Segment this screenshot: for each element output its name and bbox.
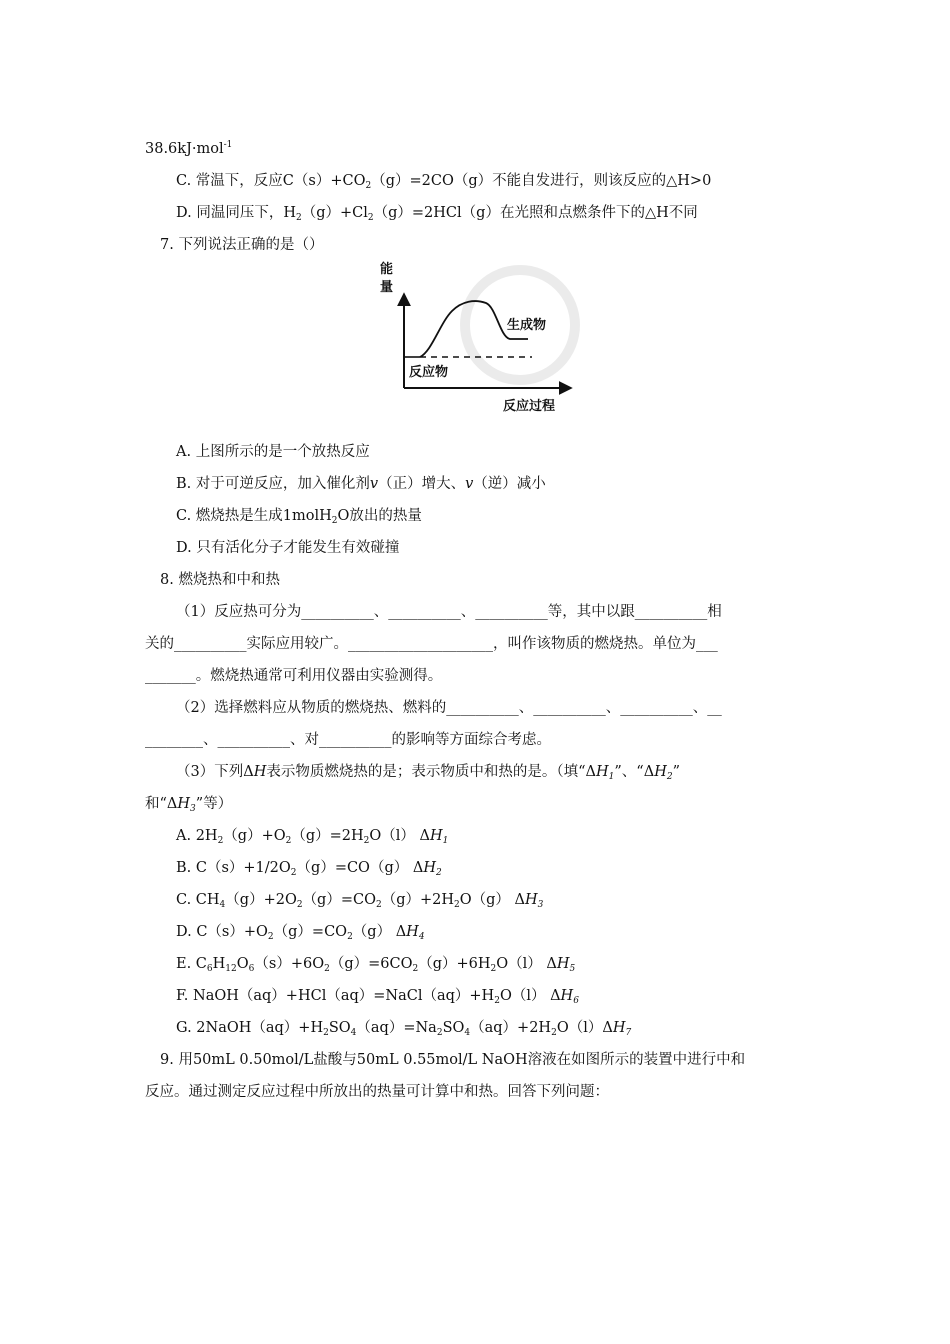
q7-option-d: D. 只有活化分子才能发生有效碰撞 — [176, 540, 400, 556]
equation-g: G. $2NaOH(aq)+H_2SO_4(aq)=Na_2SO_4(aq)+2H_2O(l)\Delta H_7$ — [176, 1020, 632, 1038]
q8-part2-line2: ________、__________、对__________的影响等方面综合考虑。 — [145, 732, 551, 748]
energy-diagram — [370, 255, 585, 420]
y-axis-label-2: 量 — [380, 280, 394, 295]
q8-part1-line1: （1）反应热可分为__________、__________、__________等，其中以跟__________相 — [176, 604, 722, 620]
equation-a: A. $2H_2(g)+O_2(g)=2H_2O(l)$ $\Delta H_1$ — [176, 828, 449, 846]
x-axis-label: 反应过程 — [503, 399, 556, 414]
product-label: 生成物 — [507, 318, 547, 333]
equation-e: E. $C_6H_{12}O_6(s)+6O_2(g)=6CO_2(g)+6H_2O(l)$ $\Delta H_5$ — [176, 956, 576, 974]
option-d: D. 同温同压下，$H_2(g)+Cl_2(g)=2HCl(g)$在光照和点燃条件下的△H不同 — [176, 205, 698, 223]
equation-f: F. $NaOH(aq)+HCl(aq)=NaCl(aq)+H_2O(l)$ $\Delta H_6$ — [176, 988, 579, 1006]
text-segment: 38.6kJ·mol — [145, 141, 224, 157]
superscript: -1 — [223, 140, 233, 150]
reactant-label: 反应物 — [409, 365, 449, 380]
equation-c: C. $CH_4(g)+2O_2(g)=CO_2(g)+2H_2O(g)$ $\Delta H_3$ — [176, 892, 544, 910]
question-9-line1: 9. 用50mL 0.50mol/L盐酸与50mL 0.55mol/L NaOH溶液在如图所示的装置中进行中和 — [160, 1052, 746, 1068]
question-7: 7. 下列说法正确的是（） — [160, 237, 324, 253]
equation-d: D. $C(s)+O_2(g)=CO_2(g)$ $\Delta H_4$ — [176, 924, 425, 942]
question-9-line2: 反应。通过测定反应过程中所放出的热量可计算中和热。回答下列问题： — [145, 1084, 609, 1100]
y-axis-label-1: 能 — [380, 262, 394, 277]
q8-part2-line1: （2）选择燃料应从物质的燃烧热、燃料的__________、__________、__________、__ — [176, 700, 722, 716]
option-c: C. 常温下，反应$C(s)+CO_2(g)=2CO(g)$不能自发进行，则该反应的△H>0 — [176, 173, 712, 191]
q7-option-a: A. 上图所示的是一个放热反应 — [176, 444, 370, 460]
q8-part1-line2: 关的__________实际应用较广。____________________，叫作该物质的燃烧热。单位为___ — [145, 636, 718, 652]
q8-part3-line2: 和“$\Delta H_3$”等） — [145, 796, 233, 814]
equation-b: B. $C(s)+1/2O_2(g)=CO(g)$ $\Delta H_2$ — [176, 860, 442, 878]
question-8: 8. 燃烧热和中和热 — [160, 572, 280, 588]
text-line — [145, 139, 232, 159]
q8-part1-line3: _______。燃烧热通常可利用仪器由实验测得。 — [145, 668, 443, 684]
q7-option-c: C. 燃烧热是生成1molH$_2$O放出的热量 — [176, 508, 422, 526]
q8-part3-line1: （3）下列ΔH表示物质燃烧热的是；表示物质中和热的是。（填“$\Delta H_1$”、“$\Delta H_2$” — [176, 764, 681, 782]
q7-option-b: B. 对于可逆反应，加入催化剂v（正）增大、v（逆）减小 — [176, 476, 546, 492]
